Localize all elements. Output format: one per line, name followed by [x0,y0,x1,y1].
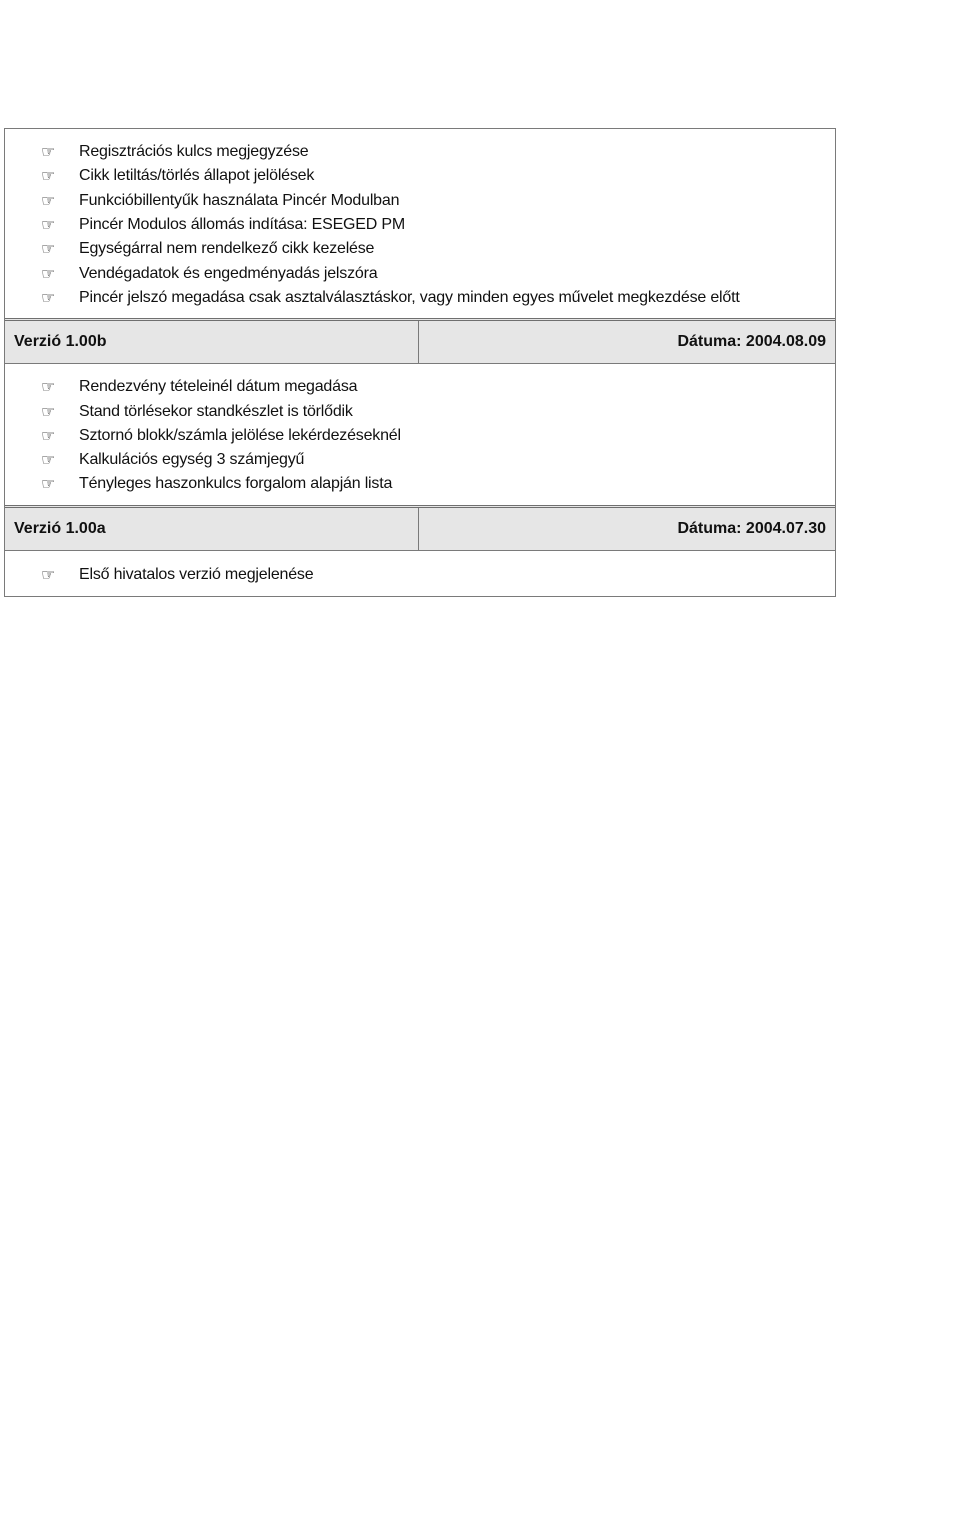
list-item [5,448,835,472]
list-item [5,399,835,423]
list-item [5,375,835,399]
pointing-hand-icon: ☞ [41,142,56,162]
pointing-hand-icon: ☞ [41,474,56,494]
list-item-text: Első hivatalos verzió megjelenése [79,565,314,583]
list-item [5,261,835,285]
pointing-hand-icon: ☞ [41,287,56,307]
list-item-text: Funkcióbillentyűk használata Pincér Modulban [79,191,400,209]
pointing-hand-icon: ☞ [41,166,56,186]
changelog-items-cell [5,551,835,596]
list-item [5,472,835,496]
version-label: Verzió 1.00a [5,508,419,550]
pointing-hand-icon: ☞ [41,190,56,210]
list-item [5,237,835,261]
pointing-hand-icon: ☞ [41,215,56,235]
list-item [5,189,835,213]
list-item-text: Sztornó blokk/számla jelölése lekérdezéseknél [79,426,401,444]
version-header-row [5,318,835,364]
version-date: Dátuma: 2004.07.30 [677,519,826,537]
version-date: Dátuma: 2004.08.09 [677,333,826,351]
list-item [5,164,835,188]
pointing-hand-icon: ☞ [41,377,56,397]
list-item [5,563,835,587]
list-item [5,286,835,310]
list-item-text: Pincér Modulos állomás indítása: ESEGED PM [79,216,405,234]
list-item [5,213,835,237]
version-label: Verzió 1.00b [5,321,419,363]
list-item-text: Regisztrációs kulcs megjegyzése [79,143,309,161]
changelog-items-cell [5,364,835,504]
pointing-hand-icon: ☞ [41,401,56,421]
list-item [5,424,835,448]
list-item-text: Vendégadatok és engedményadás jelszóra [79,264,378,282]
list-item-text: Cikk letiltás/törlés állapot jelölések [79,167,315,185]
list-item-text: Egységárral nem rendelkező cikk kezelése [79,240,375,258]
list-item-text: Kalkulációs egység 3 számjegyű [79,451,305,469]
pointing-hand-icon: ☞ [41,239,56,259]
changelog-table [4,128,836,597]
changelog-items-cell [5,129,835,318]
pointing-hand-icon: ☞ [41,263,56,283]
pointing-hand-icon: ☞ [41,425,56,445]
pointing-hand-icon: ☞ [41,450,56,470]
list-item-text: Tényleges haszonkulcs forgalom alapján lista [79,475,393,493]
list-item [5,140,835,164]
version-header-row [5,505,835,551]
list-item-text: Rendezvény tételeinél dátum megadása [79,378,358,396]
list-item-text: Stand törlésekor standkészlet is törlődik [79,402,353,420]
pointing-hand-icon: ☞ [41,564,56,584]
list-item-text: Pincér jelszó megadása csak asztalválasztáskor, vagy minden egyes művelet megkezdése előtt [79,288,740,306]
